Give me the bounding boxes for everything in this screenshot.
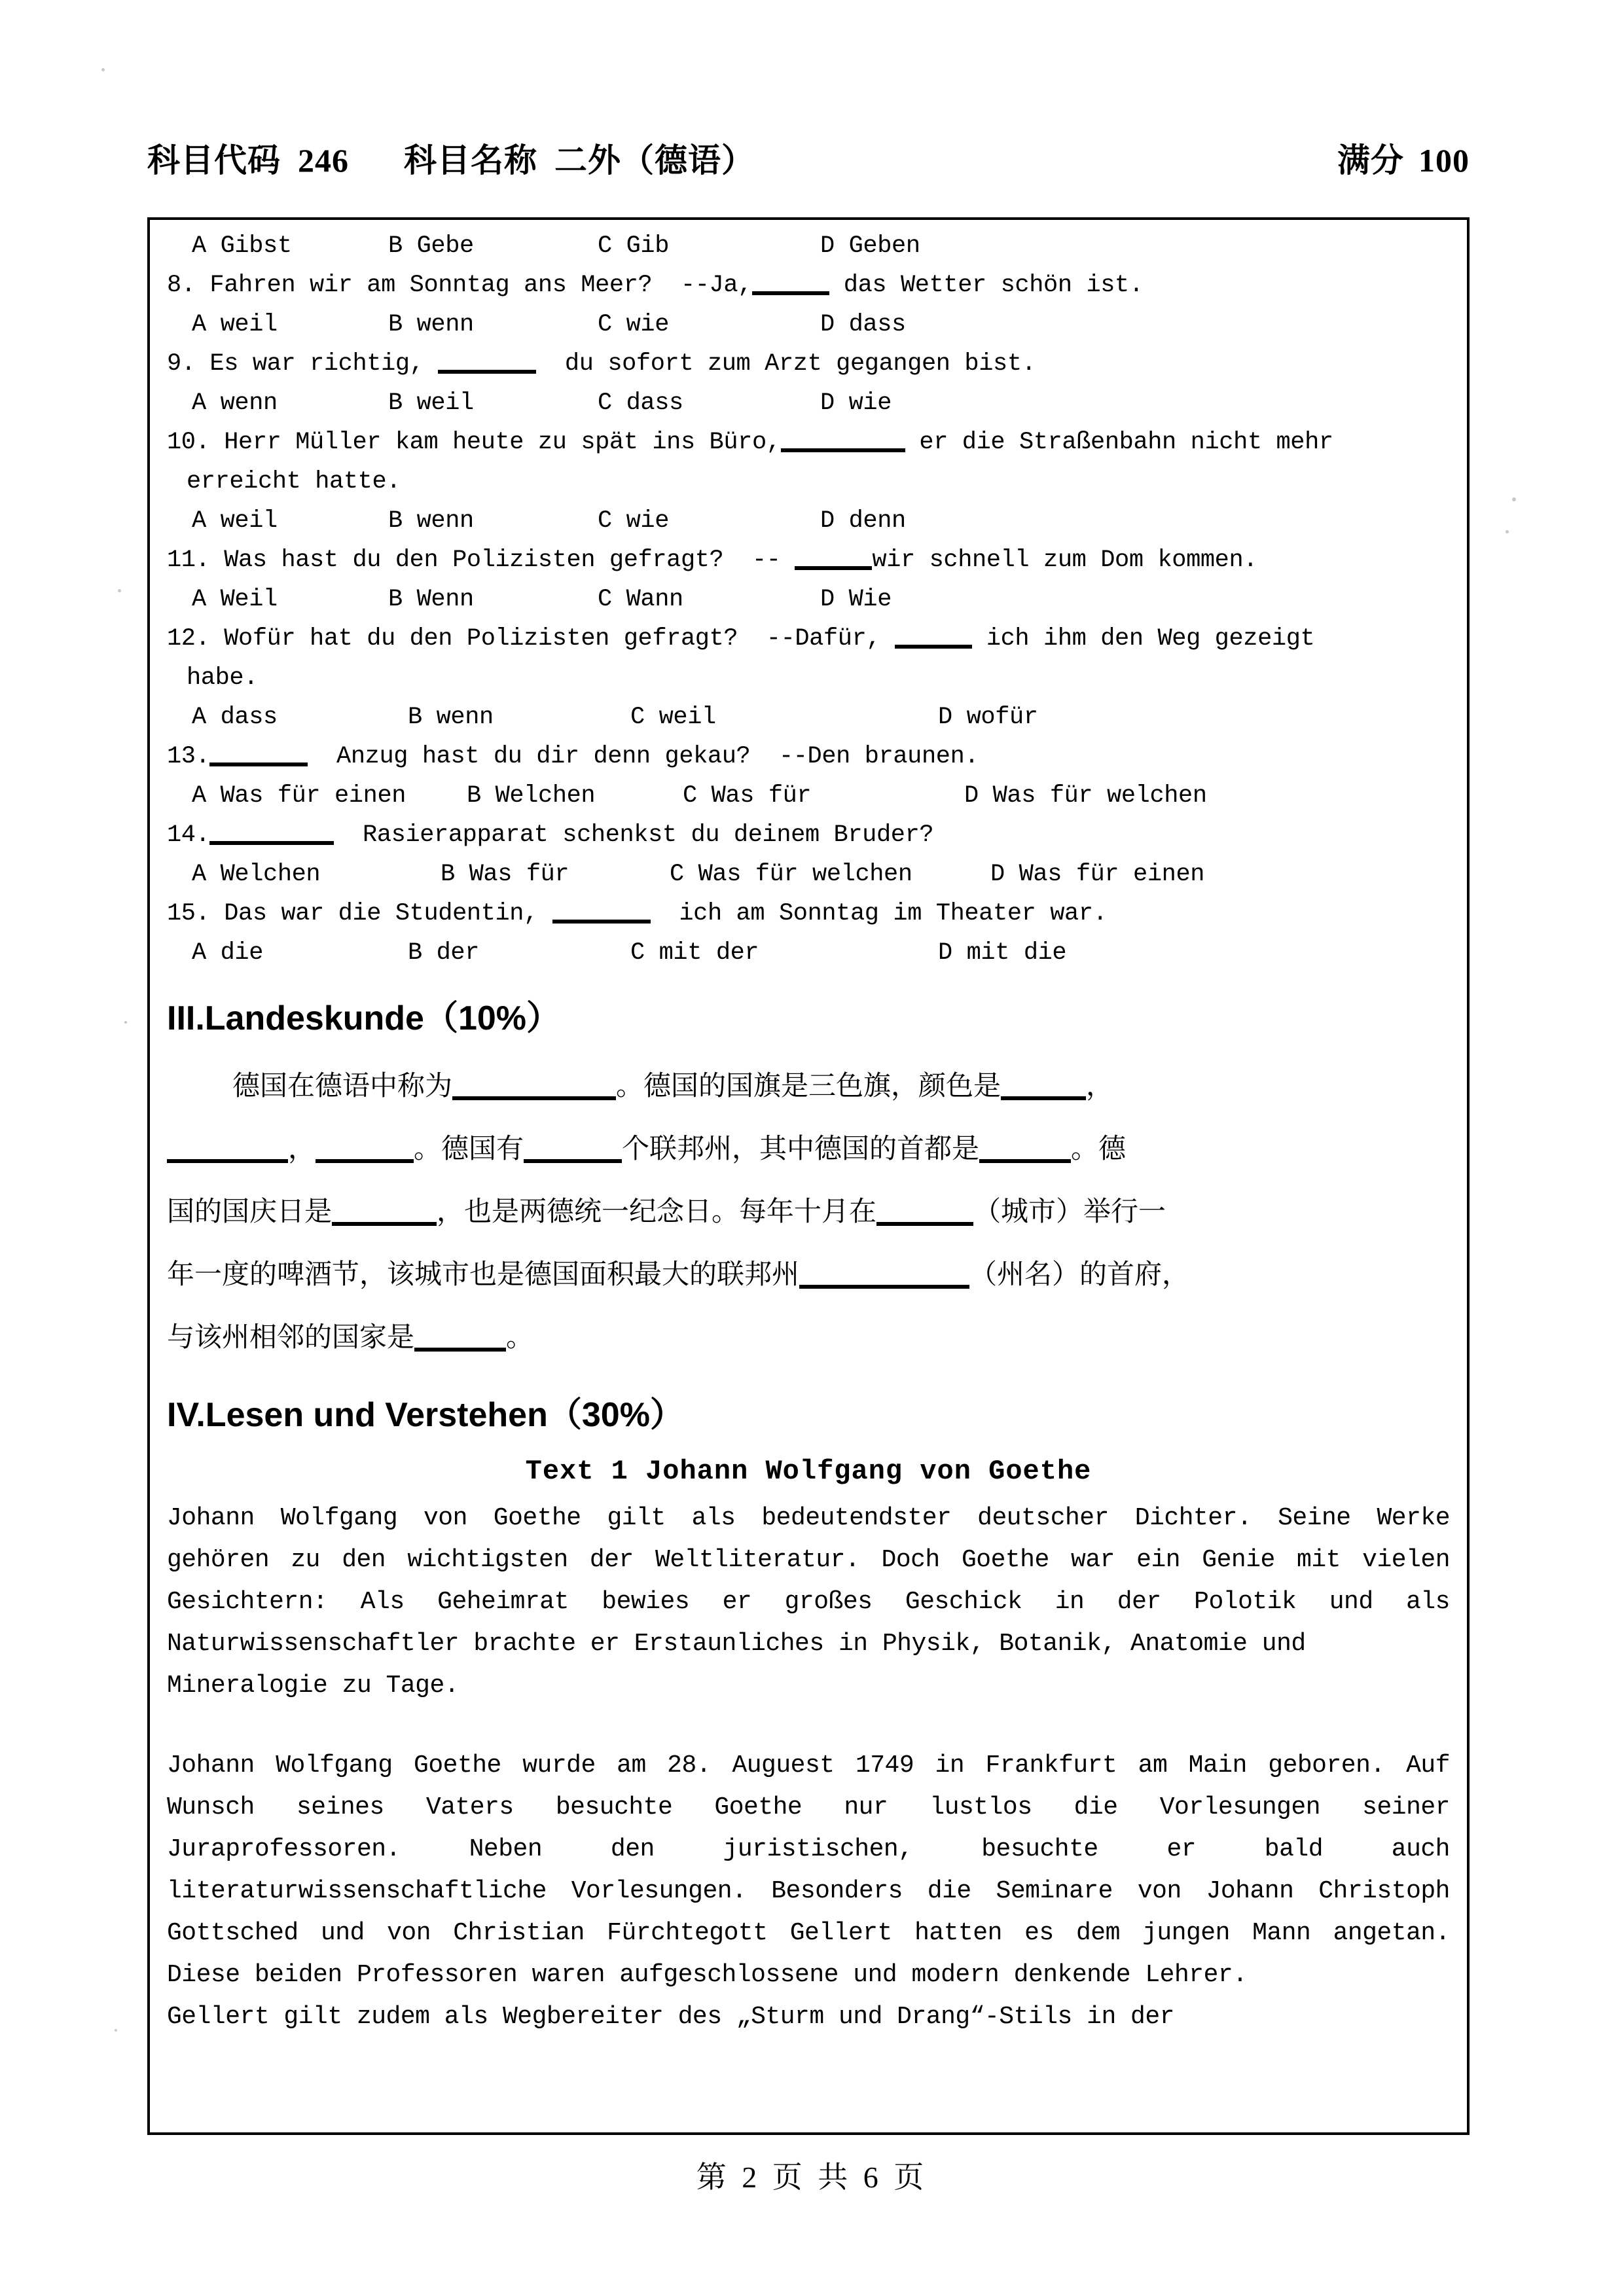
scan-artifact xyxy=(1512,497,1516,501)
answer-blank[interactable] xyxy=(209,762,308,766)
page-header xyxy=(147,134,1470,193)
option-c: C dass xyxy=(598,389,683,417)
option-d: D dass xyxy=(820,311,906,338)
option-b: B wenn xyxy=(388,507,474,535)
subject-code-value: 246 xyxy=(298,142,349,179)
question-stem-before: Was hast du den Polizisten gefragt? -- xyxy=(224,547,781,574)
question-number: 14. xyxy=(167,821,210,849)
answer-blank[interactable] xyxy=(316,1159,414,1163)
option-a: A wenn xyxy=(192,389,278,417)
option-c: C Wann xyxy=(598,586,683,613)
question-10-text xyxy=(167,423,1450,462)
option-a: A Weil xyxy=(192,586,278,613)
question-number: 13. xyxy=(167,743,210,770)
question-stem-before: Fahren wir am Sonntag ans Meer? --Ja, xyxy=(209,272,752,299)
question-stem-after: er die Straßenbahn nicht mehr xyxy=(919,429,1333,456)
paragraph-body: Johann Wolfgang Goethe wurde am 28. Auguest 1749 in Frankfurt am Main geboren. Auf Wunsch seines Vaters besuchte Goethe nur lustlos die Vorlesungen seiner Juraprofessoren. Neben den juristischen, besuchte er bald auch literaturwissenschaftliche Vorlesungen. Besonders die Seminare von Johann Christoph Gottsched und von Christian Fürchtegott Gellert hatten es dem jungen Mann angetan. Diese beiden Professoren waren aufgeschlossene und modern denkende Lehrer. xyxy=(167,1751,1450,1989)
landeskunde-line-5 xyxy=(167,1306,1450,1369)
landeskunde-text: 。德国的国旗是三色旗，颜色是 xyxy=(616,1071,1001,1102)
landeskunde-text: 德国在德语中称为 xyxy=(232,1071,453,1102)
subject-name-label: 科目名称 xyxy=(404,142,537,179)
question-12-text-wrap: habe. xyxy=(187,664,259,692)
answer-blank[interactable] xyxy=(452,1096,616,1100)
question-stem-after: Rasierapparat schenkst du deinem Bruder? xyxy=(363,821,934,849)
question-stem-before: Es war richtig, xyxy=(209,350,424,378)
full-score-value: 100 xyxy=(1418,142,1470,179)
answer-blank[interactable] xyxy=(876,1222,973,1226)
option-d: D wofür xyxy=(938,704,1038,731)
question-stem-after: du sofort zum Arzt gegangen bist. xyxy=(564,350,1036,378)
option-b: B wenn xyxy=(388,311,474,338)
question-number: 12. xyxy=(167,625,210,653)
option-a: A Was für einen xyxy=(192,782,406,810)
scan-artifact xyxy=(115,2029,117,2032)
scan-artifact xyxy=(1506,530,1509,533)
scan-artifact xyxy=(101,68,105,71)
question-options-row xyxy=(167,580,1450,619)
question-9-text xyxy=(167,344,1450,384)
option-c: C Gib xyxy=(598,232,670,260)
question-stem-after: ich am Sonntag im Theater war. xyxy=(679,900,1108,927)
landeskunde-text: 与该州相邻的国家是 xyxy=(167,1323,415,1353)
question-number: 9. xyxy=(167,350,196,378)
paragraph-last-line: Gellert gilt zudem als Wegbereiter des „Sturm und Drang“-Stils in der xyxy=(167,2003,1174,2031)
question-options-row xyxy=(167,305,1450,344)
paragraph-body: Johann Wolfgang von Goethe gilt als bedeutendster deutscher Dichter. Seine Werke gehören zu den wichtigsten der Weltliteratur. Doch Goethe war ein Genie mit vielen Gesichtern: Als Geheimrat bewies er großes Geschick in der Polotik und als Naturwissenschaftler brachte er Erstaunliches in Physik, Botanik, Anatomie und xyxy=(167,1504,1450,1658)
landeskunde-line-2 xyxy=(167,1118,1450,1181)
paragraph-last-line: Mineralogie zu Tage. xyxy=(167,1672,460,1700)
option-c: C weil xyxy=(630,704,716,731)
landeskunde-text: 个联邦州，其中德国的首都是 xyxy=(622,1134,980,1164)
question-number: 8. xyxy=(167,272,196,299)
reading-paragraph-1 xyxy=(167,1498,1450,1707)
reading-text-title: Text 1 Johann Wolfgang von Goethe xyxy=(525,1456,1092,1487)
landeskunde-text: 年一度的啤酒节，该城市也是德国面积最大的联邦州 xyxy=(167,1260,800,1290)
question-stem-before: Das war die Studentin, xyxy=(224,900,538,927)
exam-content-box xyxy=(147,217,1470,2135)
option-c: C wie xyxy=(598,507,670,535)
landeskunde-text: 。德 xyxy=(1071,1134,1127,1164)
question-options-row xyxy=(167,855,1450,894)
option-c: C Was für xyxy=(683,782,812,810)
option-b: B Gebe xyxy=(388,232,474,260)
question-14-text xyxy=(167,816,1450,855)
question-stem-before: Wofür hat du den Polizisten gefragt? --Dafür, xyxy=(224,625,881,653)
answer-blank[interactable] xyxy=(209,841,334,845)
option-d: D denn xyxy=(820,507,906,535)
scan-artifact xyxy=(124,1021,127,1024)
landeskunde-text: ， xyxy=(288,1134,316,1164)
answer-blank[interactable] xyxy=(414,1348,506,1352)
option-b: B Welchen xyxy=(467,782,596,810)
landeskunde-line-4 xyxy=(167,1244,1450,1306)
question-number: 15. xyxy=(167,900,210,927)
landeskunde-text: （州名）的首府， xyxy=(969,1260,1190,1290)
question-options-row xyxy=(167,933,1450,973)
answer-blank[interactable] xyxy=(167,1159,288,1163)
option-a: A weil xyxy=(192,507,278,535)
question-stem-after: das Wetter schön ist. xyxy=(843,272,1144,299)
landeskunde-text: 国的国庆日是 xyxy=(167,1197,333,1227)
question-8-text xyxy=(167,266,1450,305)
landeskunde-text: ， xyxy=(1086,1071,1114,1102)
answer-blank[interactable] xyxy=(795,566,872,570)
landeskunde-text: 。德国有 xyxy=(414,1134,524,1164)
question-13-text xyxy=(167,737,1450,776)
landeskunde-text: 。 xyxy=(506,1323,534,1353)
question-stem-after: ich ihm den Weg gezeigt xyxy=(986,625,1315,653)
landeskunde-fill-in-block xyxy=(167,1055,1450,1369)
question-10-text-wrap: erreicht hatte. xyxy=(187,468,401,495)
option-b: B Was für xyxy=(441,861,569,888)
option-b: B wenn xyxy=(408,704,494,731)
landeskunde-line-1 xyxy=(167,1055,1450,1118)
answer-blank[interactable] xyxy=(524,1159,622,1163)
option-a: A dass xyxy=(192,704,278,731)
question-options-row xyxy=(167,501,1450,541)
answer-blank[interactable] xyxy=(552,920,651,924)
landeskunde-text: （城市）举行一 xyxy=(973,1197,1166,1227)
subject-code-label: 科目代码 xyxy=(147,142,281,179)
option-a: A die xyxy=(192,939,264,967)
answer-blank[interactable] xyxy=(332,1222,437,1226)
option-b: B der xyxy=(408,939,480,967)
option-a: A Welchen xyxy=(192,861,321,888)
question-15-text xyxy=(167,894,1450,933)
answer-blank[interactable] xyxy=(438,370,536,374)
option-d: D wie xyxy=(820,389,892,417)
question-options-row xyxy=(167,226,1450,266)
question-stem-after: Anzug hast du dir denn gekau? --Den braunen. xyxy=(336,743,979,770)
section-iv-heading: IV.Lesen und Verstehen（30%） xyxy=(167,1396,684,1434)
section-iii-heading: III.Landeskunde（10%） xyxy=(167,999,561,1037)
question-options-row xyxy=(167,698,1450,737)
option-a: A Gibst xyxy=(192,232,292,260)
option-d: D Wie xyxy=(820,586,892,613)
answer-blank[interactable] xyxy=(979,1159,1071,1163)
option-c: C mit der xyxy=(630,939,759,967)
question-11-text xyxy=(167,541,1450,580)
option-d: D Was für einen xyxy=(990,861,1205,888)
page-footer: 第 2 页 共 6 页 xyxy=(696,2161,928,2194)
question-number: 11. xyxy=(167,547,210,574)
answer-blank[interactable] xyxy=(1001,1096,1086,1100)
answer-blank[interactable] xyxy=(781,448,905,452)
option-b: B weil xyxy=(388,389,474,417)
full-score-label: 满分 xyxy=(1337,142,1404,179)
question-options-row xyxy=(167,776,1450,816)
option-c: C Was für welchen xyxy=(670,861,912,888)
option-d: D Geben xyxy=(820,232,920,260)
question-options-row xyxy=(167,384,1450,423)
option-c: C wie xyxy=(598,311,670,338)
reading-paragraph-2 xyxy=(167,1745,1450,2038)
option-b: B Wenn xyxy=(388,586,474,613)
landeskunde-text: ，也是两德统一纪念日。每年十月在 xyxy=(437,1197,877,1227)
answer-blank[interactable] xyxy=(752,291,829,295)
question-stem-after: wir schnell zum Dom kommen. xyxy=(872,547,1258,574)
option-a: A weil xyxy=(192,311,278,338)
landeskunde-line-3 xyxy=(167,1181,1450,1244)
answer-blank[interactable] xyxy=(895,645,972,649)
question-number: 10. xyxy=(167,429,210,456)
subject-name-value: 二外（德语） xyxy=(554,142,755,179)
answer-blank[interactable] xyxy=(799,1285,969,1289)
option-d: D Was für welchen xyxy=(964,782,1207,810)
option-d: D mit die xyxy=(938,939,1067,967)
question-stem-before: Herr Müller kam heute zu spät ins Büro, xyxy=(224,429,781,456)
question-12-text xyxy=(167,619,1450,658)
scan-artifact xyxy=(118,589,121,592)
